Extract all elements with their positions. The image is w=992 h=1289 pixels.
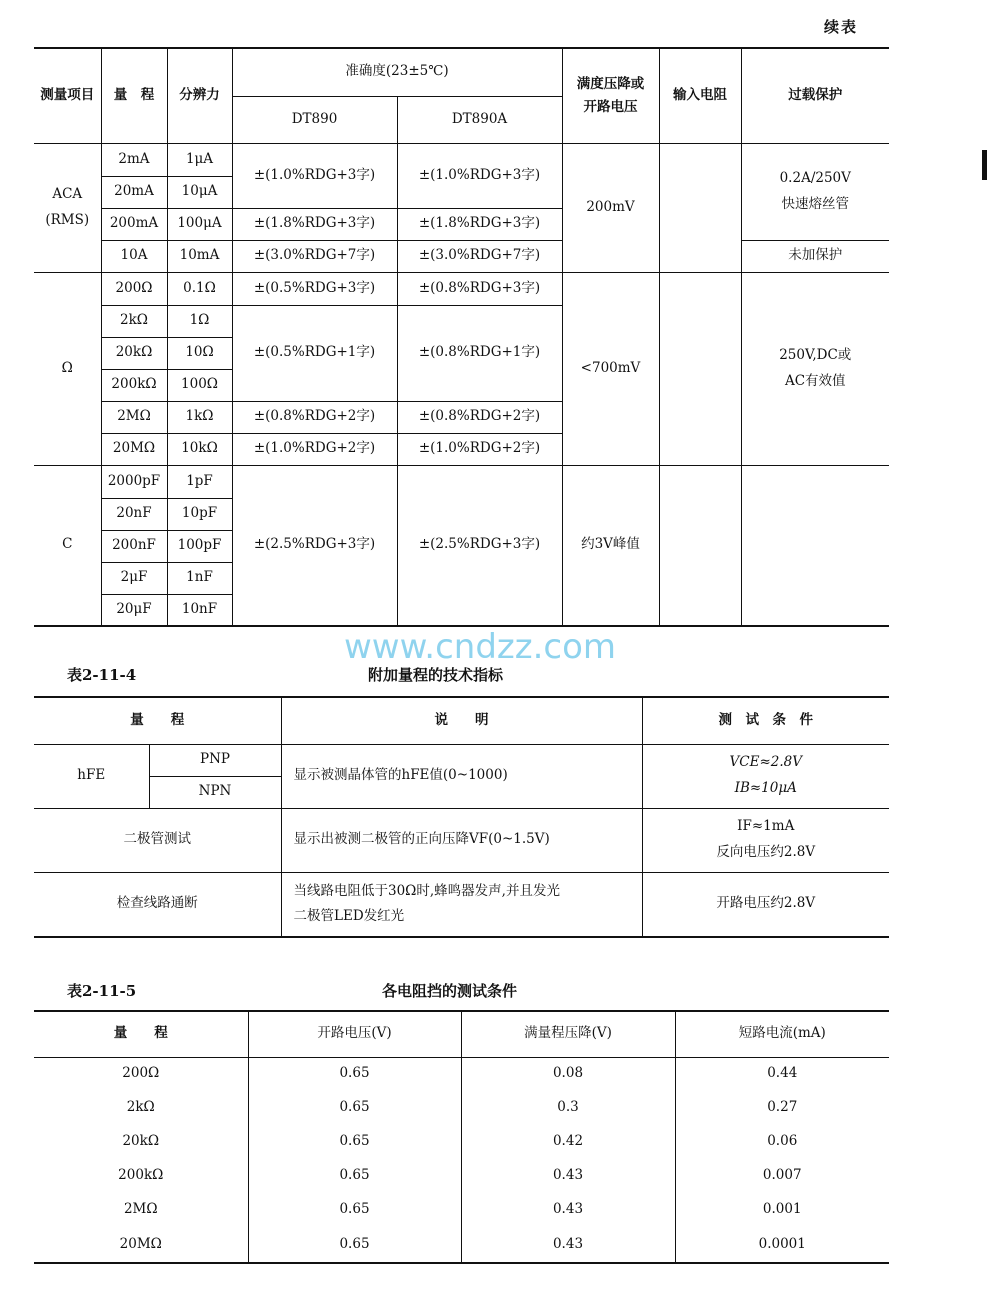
t3-cell: 2kΩ [34, 1091, 248, 1125]
hfe-cond [642, 744, 889, 808]
t3-cell: 0.65 [248, 1057, 461, 1091]
t3-cell: 0.65 [248, 1227, 461, 1263]
aca-acc-dt890: ±(3.0%RDG+7字) [232, 240, 397, 272]
continuity-desc-line2: 二极管LED发红光 [293, 908, 405, 925]
hfe-label: hFE [34, 744, 149, 808]
hfe-desc: 显示被测晶体管的hFE值(0~1000) [281, 744, 642, 808]
aca-res: 1μA [167, 143, 232, 176]
continuity-label: 检查线路通断 [34, 872, 281, 937]
cap-range: 200nF [101, 530, 167, 562]
header-item: 测量项目 [34, 48, 101, 143]
t3-cell: 0.42 [461, 1125, 675, 1159]
ohm-res: 1Ω [167, 305, 232, 337]
header-overload: 过载保护 [741, 48, 889, 143]
ohm-acc-dt890: ±(0.5%RDG+3字) [232, 272, 397, 305]
aca-overload-none: 未加保护 [741, 240, 889, 272]
table3-title: 各电阻挡的测试条件 [382, 982, 518, 1000]
hfe-pnp: PNP [149, 744, 281, 776]
diode-cond-if: IF≈1mA [737, 818, 795, 835]
t3-cell: 0.43 [461, 1193, 675, 1227]
cap-res: 1pF [167, 465, 232, 498]
header-dt890: DT890 [232, 96, 397, 143]
t3-cell: 0.27 [675, 1091, 889, 1125]
header-drop [562, 48, 659, 143]
cap-item: C [34, 465, 101, 626]
ohm-acc-dt890: ±(0.5%RDG+1字) [232, 305, 397, 401]
header-drop-text: 满度压降或开路电压 [576, 75, 645, 115]
t3-header: 开路电压(V) [248, 1011, 461, 1057]
t3-cell: 2MΩ [34, 1193, 248, 1227]
ohm-input-res [659, 272, 741, 465]
aca-acc-dt890a: ±(3.0%RDG+7字) [397, 240, 562, 272]
aca-range: 10A [101, 240, 167, 272]
header-range: 量 程 [101, 48, 167, 143]
aca-drop: 200mV [562, 143, 659, 272]
ohm-range: 200kΩ [101, 369, 167, 401]
t3-cell: 0.44 [675, 1057, 889, 1091]
hfe-cond-ib: IB≈10μA [734, 780, 797, 796]
aca-item: ACA (RMS) [34, 143, 101, 272]
ohm-range: 20MΩ [101, 433, 167, 465]
t3-cell: 0.007 [675, 1159, 889, 1193]
resistance-test-table [34, 1010, 889, 1264]
ohm-acc-dt890: ±(0.8%RDG+2字) [232, 401, 397, 433]
t3-header: 量 程 [34, 1011, 248, 1057]
t3-cell: 0.06 [675, 1125, 889, 1159]
aca-acc-dt890: ±(1.8%RDG+3字) [232, 208, 397, 240]
diode-cond-rev: 反向电压约2.8V [716, 844, 816, 860]
aca-range: 2mA [101, 143, 167, 176]
cap-res: 100pF [167, 530, 232, 562]
t2-header-range: 量 程 [34, 697, 281, 744]
cap-range: 20μF [101, 594, 167, 626]
cap-range: 2μF [101, 562, 167, 594]
cap-acc-dt890a: ±(2.5%RDG+3字) [397, 465, 562, 626]
header-input-res: 输入电阻 [659, 48, 741, 143]
diode-desc: 显示出被测二极管的正向压降VF(0~1.5V) [281, 808, 642, 872]
ohm-res: 0.1Ω [167, 272, 232, 305]
t3-cell: 0.65 [248, 1091, 461, 1125]
t2-header-cond: 测 试 条 件 [642, 697, 889, 744]
t3-cell: 200Ω [34, 1057, 248, 1091]
ohm-acc-dt890a: ±(0.8%RDG+1字) [397, 305, 562, 401]
cap-drop: 约3V峰值 [562, 465, 659, 626]
t3-cell: 0.65 [248, 1125, 461, 1159]
cap-input-res [659, 465, 741, 626]
measurement-table [34, 47, 889, 627]
t3-cell: 0.43 [461, 1159, 675, 1193]
ohm-range: 20kΩ [101, 337, 167, 369]
aca-res: 10mA [167, 240, 232, 272]
table3-number: 表2-11-5 [67, 982, 137, 1000]
t3-cell: 0.0001 [675, 1227, 889, 1263]
ohm-item: Ω [34, 272, 101, 465]
cap-overload [741, 465, 889, 626]
t3-header: 短路电流(mA) [675, 1011, 889, 1057]
t3-header: 满量程压降(V) [461, 1011, 675, 1057]
t3-cell: 0.43 [461, 1227, 675, 1263]
t3-cell: 0.08 [461, 1057, 675, 1091]
ohm-res: 100Ω [167, 369, 232, 401]
aca-range: 200mA [101, 208, 167, 240]
ohm-res: 1kΩ [167, 401, 232, 433]
ohm-drop: <700mV [562, 272, 659, 465]
t2-header-desc: 说 明 [281, 697, 642, 744]
continuity-cond: 开路电压约2.8V [642, 872, 889, 937]
ohm-acc-dt890: ±(1.0%RDG+2字) [232, 433, 397, 465]
ohm-acc-dt890a: ±(1.0%RDG+2字) [397, 433, 562, 465]
cap-acc-dt890: ±(2.5%RDG+3字) [232, 465, 397, 626]
ohm-range: 2MΩ [101, 401, 167, 433]
cap-res: 10nF [167, 594, 232, 626]
header-accuracy: 准确度(23±5℃) [232, 48, 562, 96]
aca-res: 100μA [167, 208, 232, 240]
t3-cell: 20MΩ [34, 1227, 248, 1263]
hfe-cond-vce: VCE≈2.8V [729, 754, 802, 771]
header-dt890a: DT890A [397, 96, 562, 143]
continuity-desc [281, 872, 642, 937]
aca-range: 20mA [101, 176, 167, 208]
ohm-res: 10kΩ [167, 433, 232, 465]
cap-range: 20nF [101, 498, 167, 530]
t3-cell: 0.65 [248, 1193, 461, 1227]
hfe-npn: NPN [149, 776, 281, 808]
aca-acc-dt890: ±(1.0%RDG+3字) [232, 143, 397, 208]
extra-ranges-table [34, 696, 889, 938]
header-resolution: 分辨力 [167, 48, 232, 143]
continuity-desc-line1: 当线路电阻低于30Ω时,蜂鸣器发声,并且发光 [293, 882, 560, 899]
diode-cond [642, 808, 889, 872]
table2-number: 表2-11-4 [67, 666, 137, 684]
ohm-res: 10Ω [167, 337, 232, 369]
watermark: www.cndzz.com [344, 627, 617, 667]
ohm-range: 200Ω [101, 272, 167, 305]
aca-acc-dt890a: ±(1.0%RDG+3字) [397, 143, 562, 208]
t3-cell: 0.3 [461, 1091, 675, 1125]
ohm-acc-dt890a: ±(0.8%RDG+3字) [397, 272, 562, 305]
table2-title: 附加量程的技术指标 [368, 666, 504, 684]
aca-res: 10μA [167, 176, 232, 208]
aca-acc-dt890a: ±(1.8%RDG+3字) [397, 208, 562, 240]
continued-label: 续表 [823, 18, 858, 36]
ohm-acc-dt890a: ±(0.8%RDG+2字) [397, 401, 562, 433]
t3-cell: 200kΩ [34, 1159, 248, 1193]
t3-cell: 0.001 [675, 1193, 889, 1227]
t3-cell: 20kΩ [34, 1125, 248, 1159]
cap-res: 1nF [167, 562, 232, 594]
cap-res: 10pF [167, 498, 232, 530]
ohm-overload: 250V,DC或 AC有效值 [741, 272, 889, 465]
edge-mark [982, 150, 987, 180]
t3-cell: 0.65 [248, 1159, 461, 1193]
cap-range: 2000pF [101, 465, 167, 498]
diode-label: 二极管测试 [34, 808, 281, 872]
aca-overload: 0.2A/250V 快速熔丝管 [741, 143, 889, 240]
aca-input-res [659, 143, 741, 272]
ohm-range: 2kΩ [101, 305, 167, 337]
